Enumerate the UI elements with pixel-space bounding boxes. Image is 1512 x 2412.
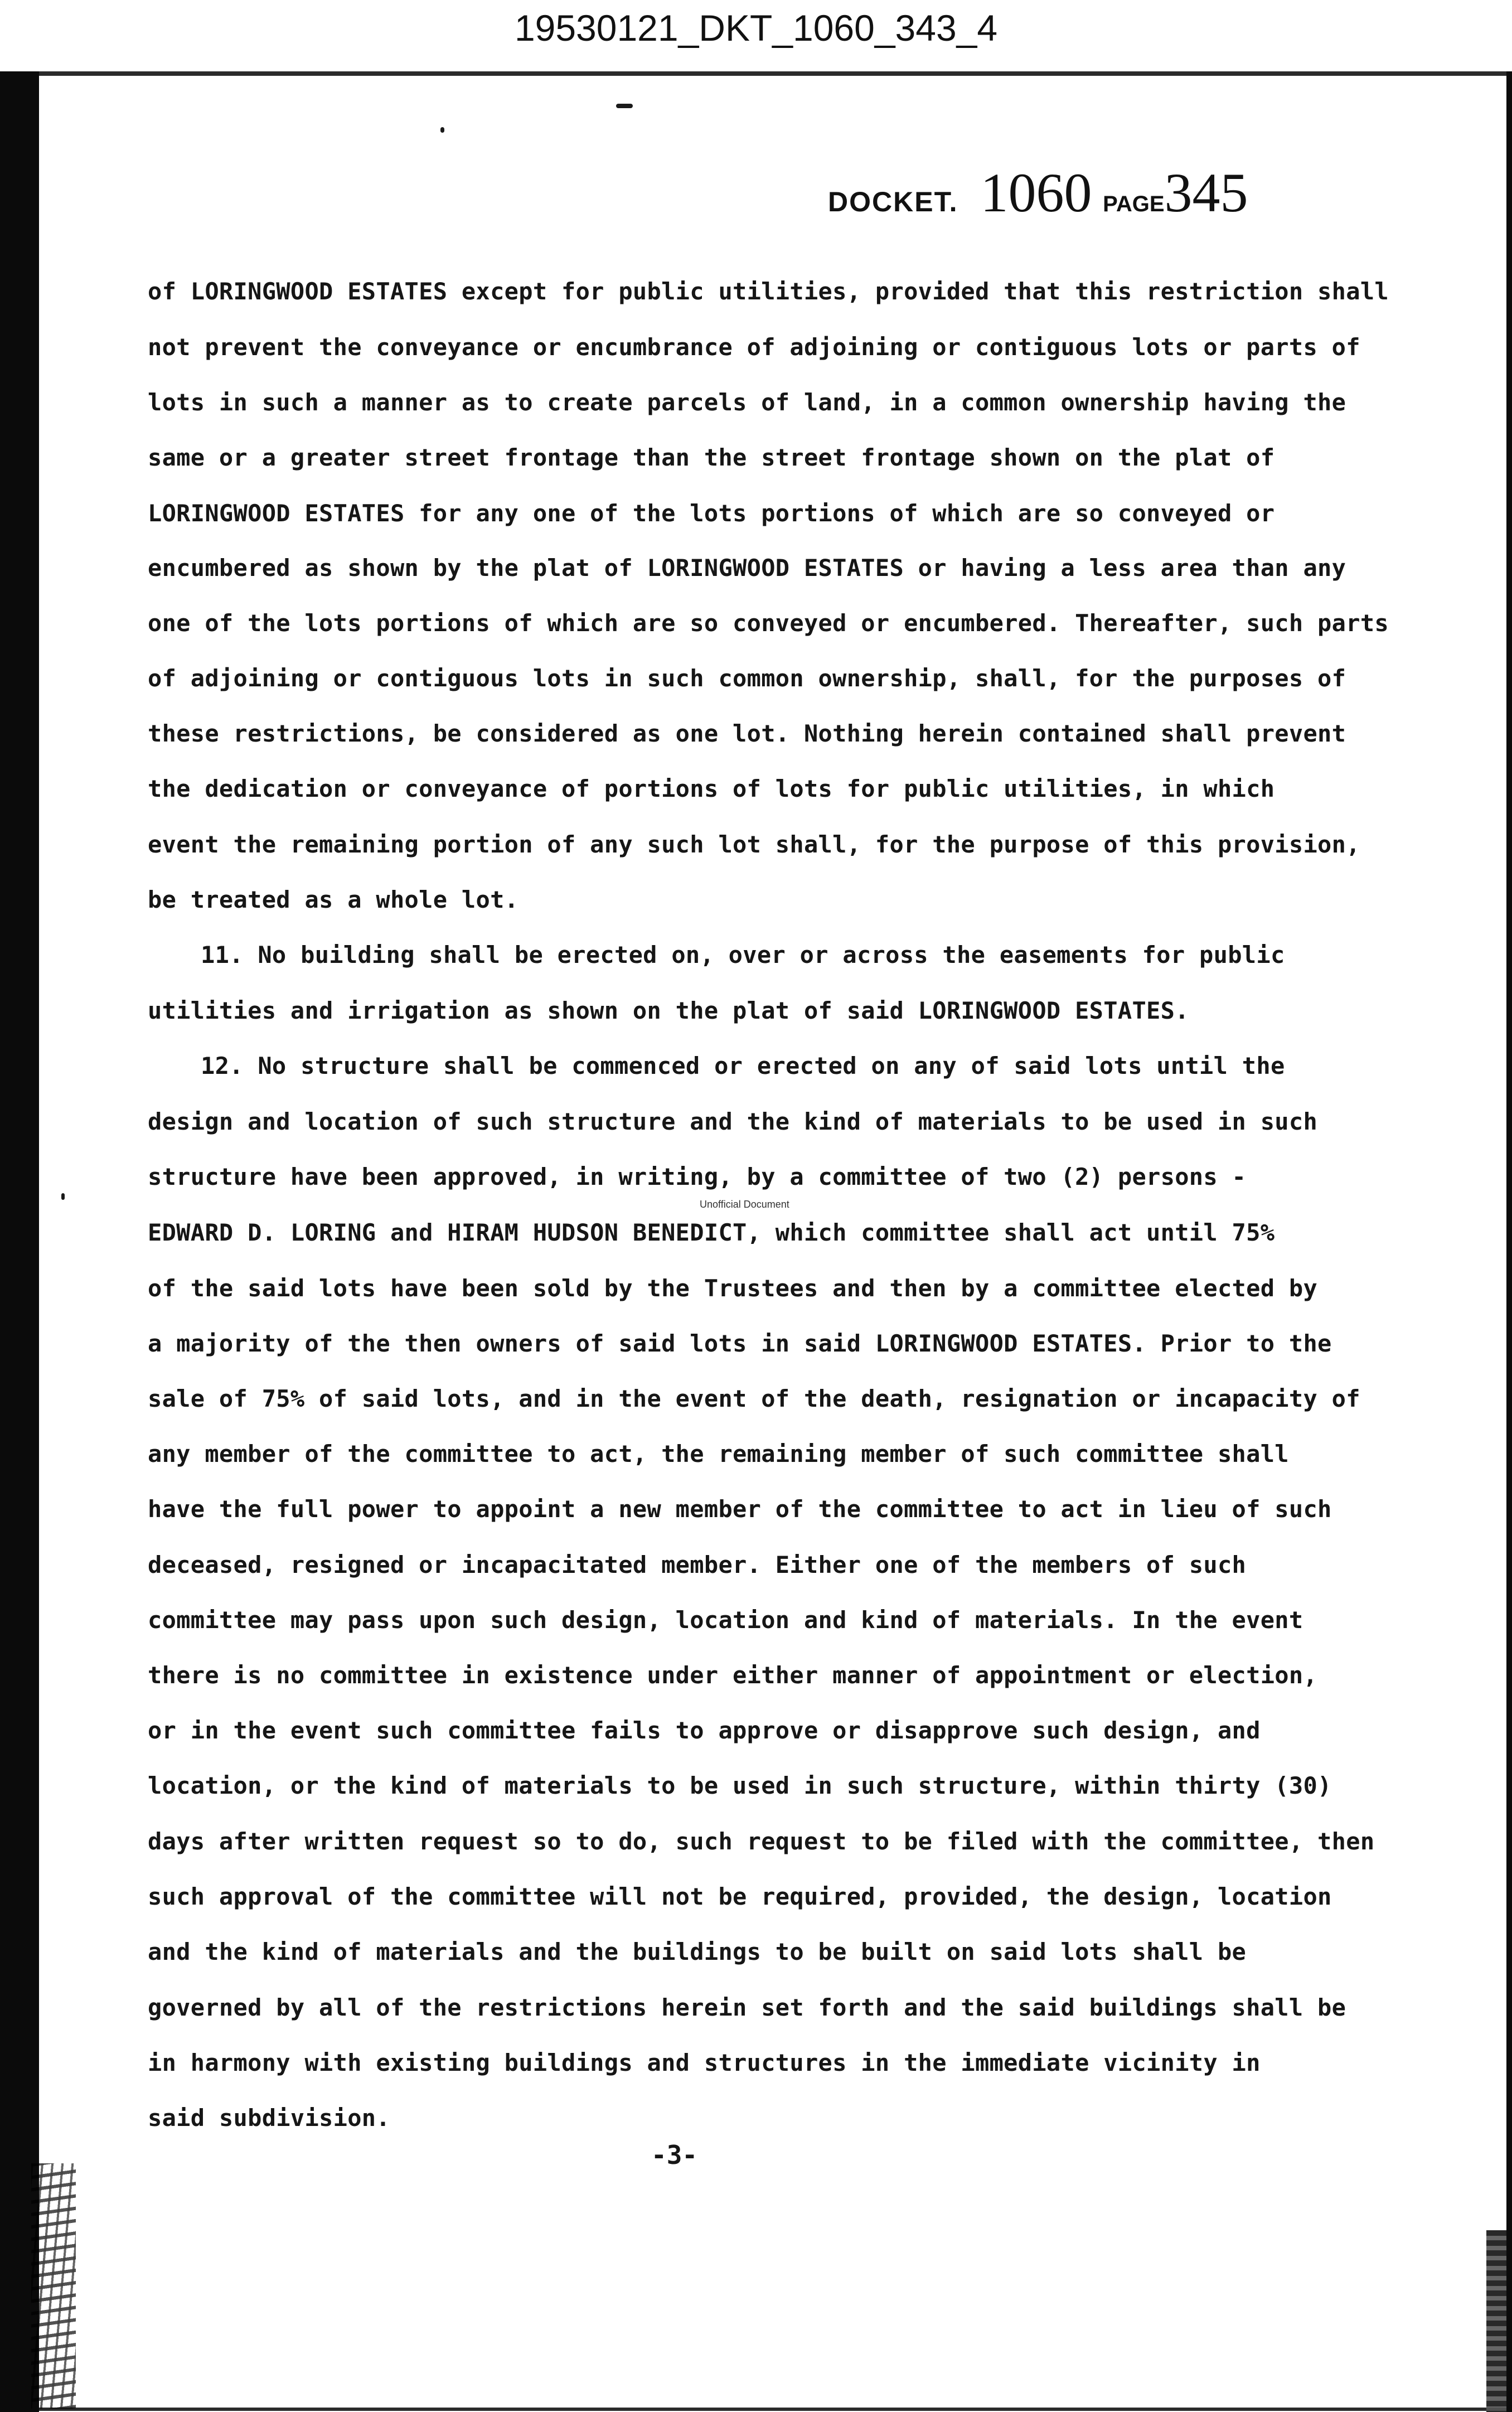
top-scan-edge xyxy=(39,71,1506,76)
text-line: sale of 75% of said lots, and in the event of the death, resignation or incapacity of xyxy=(148,1385,1360,1412)
text-line: said subdivision. xyxy=(148,2104,390,2132)
text-line: days after written request so to do, such request to be filed with the committee, then xyxy=(148,1828,1375,1855)
bottom-scan-edge xyxy=(39,2408,1506,2411)
scan-speck xyxy=(61,1193,65,1200)
text-line: the dedication or conveyance of portions of lots for public utilities, in which xyxy=(148,775,1275,802)
text-line: of LORINGWOOD ESTATES except for public utilities, provided that this restriction shall xyxy=(148,278,1389,305)
docket-label: DOCKET. xyxy=(828,186,958,217)
text-line: be treated as a whole lot. xyxy=(148,886,519,913)
scan-speck xyxy=(616,104,633,108)
text-line: same or a greater street frontage than the street frontage shown on the plat of xyxy=(148,444,1275,471)
text-line: one of the lots portions of which are so conveyed or encumbered. Thereafter, such parts xyxy=(148,609,1389,637)
docket-stamp xyxy=(828,161,1248,225)
docket-page-number: 345 xyxy=(1164,162,1248,224)
text-line: there is no committee in existence under either manner of appointment or election, xyxy=(148,1662,1318,1689)
text-line: structure have been approved, in writing, by a committee of two (2) persons - xyxy=(148,1163,1247,1190)
text-line: lots in such a manner as to create parcels of land, in a common ownership having the xyxy=(148,389,1346,416)
unofficial-document-watermark: Unofficial Document xyxy=(700,1199,789,1210)
text-line: of adjoining or contiguous lots in such common ownership, shall, for the purposes of xyxy=(148,665,1346,692)
text-line: such approval of the committee will not be required, provided, the design, location xyxy=(148,1883,1332,1910)
left-scan-border xyxy=(0,71,39,2412)
text-line: governed by all of the restrictions herein set forth and the said buildings shall be xyxy=(148,1994,1346,2021)
text-line: of the said lots have been sold by the Trustees and then by a committee elected by xyxy=(148,1275,1318,1302)
text-line: EDWARD D. LORING and HIRAM HUDSON BENEDICT, which committee shall act until 75% xyxy=(148,1219,1275,1246)
text-line: committee may pass upon such design, location and kind of materials. In the event xyxy=(148,1606,1303,1634)
left-scan-noise xyxy=(31,2163,76,2409)
text-line: deceased, resigned or incapacitated member. Either one of the members of such xyxy=(148,1551,1247,1578)
right-scan-border xyxy=(1506,71,1512,2412)
text-line: a majority of the then owners of said lots in said LORINGWOOD ESTATES. Prior to the xyxy=(148,1330,1332,1357)
text-line: have the full power to appoint a new member of the committee to act in lieu of such xyxy=(148,1495,1332,1523)
text-line: or in the event such committee fails to approve or disapprove such design, and xyxy=(148,1717,1261,1744)
text-line: any member of the committee to act, the remaining member of such committee shall xyxy=(148,1440,1289,1467)
text-line: design and location of such structure and the kind of materials to be used in such xyxy=(148,1108,1318,1135)
text-line: and the kind of materials and the buildings to be built on said lots shall be xyxy=(148,1938,1247,1965)
text-line: in harmony with existing buildings and structures in the immediate vicinity in xyxy=(148,2049,1261,2076)
scan-speck xyxy=(440,127,444,133)
text-line: not prevent the conveyance or encumbrance of adjoining or contiguous lots or parts of xyxy=(148,333,1360,361)
page-number: -3- xyxy=(651,2140,698,2170)
text-line: encumbered as shown by the plat of LORINGWOOD ESTATES or having a less area than any xyxy=(148,554,1346,582)
text-line: location, or the kind of materials to be used in such structure, within thirty (30) xyxy=(148,1772,1332,1799)
text-line: these restrictions, be considered as one lot. Nothing herein contained shall prevent xyxy=(148,720,1346,747)
docket-number: 1060 xyxy=(980,162,1092,224)
text-line: LORINGWOOD ESTATES for any one of the lots portions of which are so conveyed or xyxy=(148,500,1275,527)
docket-page-label: PAGE xyxy=(1103,192,1165,216)
text-line: 12. No structure shall be commenced or erected on any of said lots until the xyxy=(201,1052,1285,1079)
document-header-id: 19530121_DKT_1060_343_4 xyxy=(514,7,998,49)
right-scan-noise xyxy=(1486,2230,1506,2412)
text-line: event the remaining portion of any such lot shall, for the purpose of this provision, xyxy=(148,831,1360,858)
text-line: utilities and irrigation as shown on the plat of said LORINGWOOD ESTATES. xyxy=(148,997,1189,1024)
text-line: 11. No building shall be erected on, over or across the easements for public xyxy=(201,941,1285,968)
